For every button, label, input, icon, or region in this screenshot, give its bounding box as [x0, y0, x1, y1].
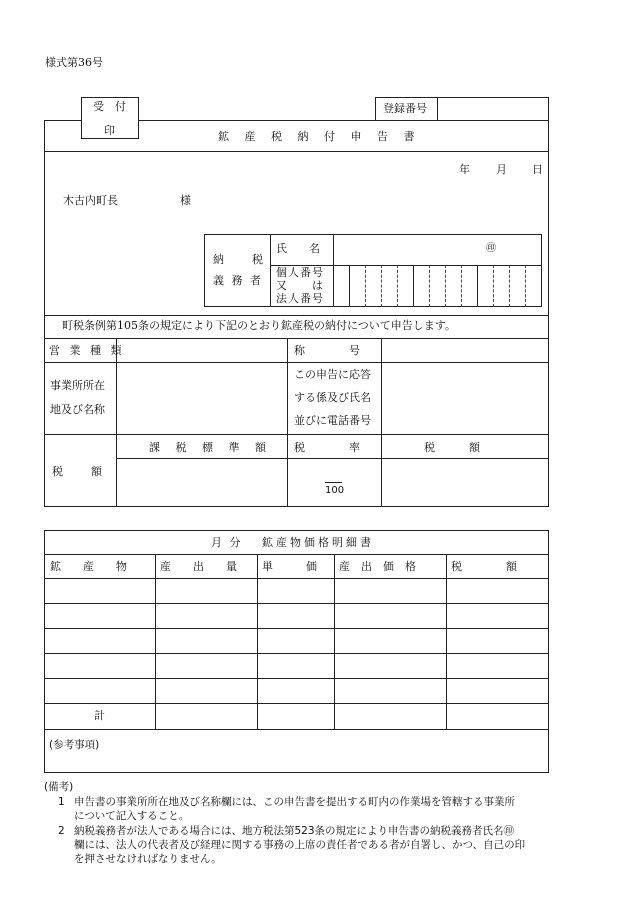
date-year: 年 — [459, 163, 470, 176]
col-header-unit-price: 単 価 — [262, 560, 317, 573]
remark-2-num: 2 — [58, 825, 65, 837]
contact-label-1: この申告に応答 — [294, 368, 371, 381]
receipt-label: 受 付 — [93, 100, 126, 113]
col-header-tax: 税 額 — [451, 560, 517, 573]
detail-title: 鉱産物価格明細書 — [262, 536, 374, 549]
date-day: 日 — [532, 163, 543, 176]
taxpayer-label-bottom: 義 務 者 — [213, 274, 263, 287]
contact-label-3: 並びに電話番号 — [294, 414, 371, 427]
total-label: 計 — [94, 709, 105, 722]
remark-1-num: 1 — [58, 796, 65, 808]
office-label-2: 地及び名称 — [50, 403, 105, 416]
business-type-label: 営 業 種 類 — [49, 344, 125, 357]
col-header-mineral: 鉱 産 物 — [50, 560, 127, 573]
contact-label-2: する係及び氏名 — [294, 391, 371, 404]
statement-text: 町税条例第105条の規定により下記のとおり鉱産税の納付について申告します。 — [62, 319, 456, 332]
detail-title-month: 月 分 — [211, 536, 243, 549]
tax-label: 税 額 — [52, 465, 104, 478]
id-label-1: 個人番号 — [276, 266, 324, 279]
form-number: 様式第36号 — [45, 56, 103, 69]
remark-2-line2: 欄には、法人の代表者及び経理に関する事務の上席の責任者である者が自署し、かつ、自己の印 — [74, 839, 526, 851]
honorific: 様 — [180, 194, 191, 207]
reference-notes-label: (参考事項) — [49, 739, 100, 751]
remark-2-line3: を押させなければなりません。 — [74, 853, 222, 865]
office-label-1: 事業所所在 — [50, 379, 105, 392]
date-month: 月 — [496, 163, 507, 176]
name-label: 氏 名 — [276, 242, 320, 255]
seal-mark: ㊞ — [486, 243, 496, 254]
receipt-seal-label: 印 — [104, 124, 115, 137]
remarks-heading: (備考) — [44, 781, 74, 793]
registration-label: 登録番号 — [383, 102, 427, 115]
taxpayer-label-top: 納 税 — [213, 253, 265, 266]
declaration-title: 鉱 産 税 納 付 申 告 書 — [218, 130, 421, 143]
col-header-output-value: 産 出 価 格 — [339, 560, 416, 573]
addressee: 木古内町長 — [63, 194, 118, 207]
remark-1-line2: について記入すること。 — [74, 810, 190, 822]
col-header-output: 産 出 量 — [160, 560, 237, 573]
remark-1-line1: 申告書の事業所所在地及び名称欄には、この申告書を提出する町内の作業場を管轄する事業所 — [74, 796, 515, 808]
tax-rate-header: 税 率 — [294, 441, 360, 454]
id-label-2: 又 は — [276, 279, 324, 292]
tax-base-header: 課 税 標 準 額 — [149, 441, 272, 454]
tax-amount-header: 税 額 — [424, 441, 484, 454]
remark-2-line1: 納税義務者が法人である場合には、地方税法第523条の規定により申告書の納税義務者氏名㊞ — [74, 825, 515, 837]
tax-rate-denominator: 100 — [325, 485, 345, 496]
trade-name-label: 称 号 — [294, 344, 360, 357]
id-label-3: 法人番号 — [276, 292, 324, 305]
